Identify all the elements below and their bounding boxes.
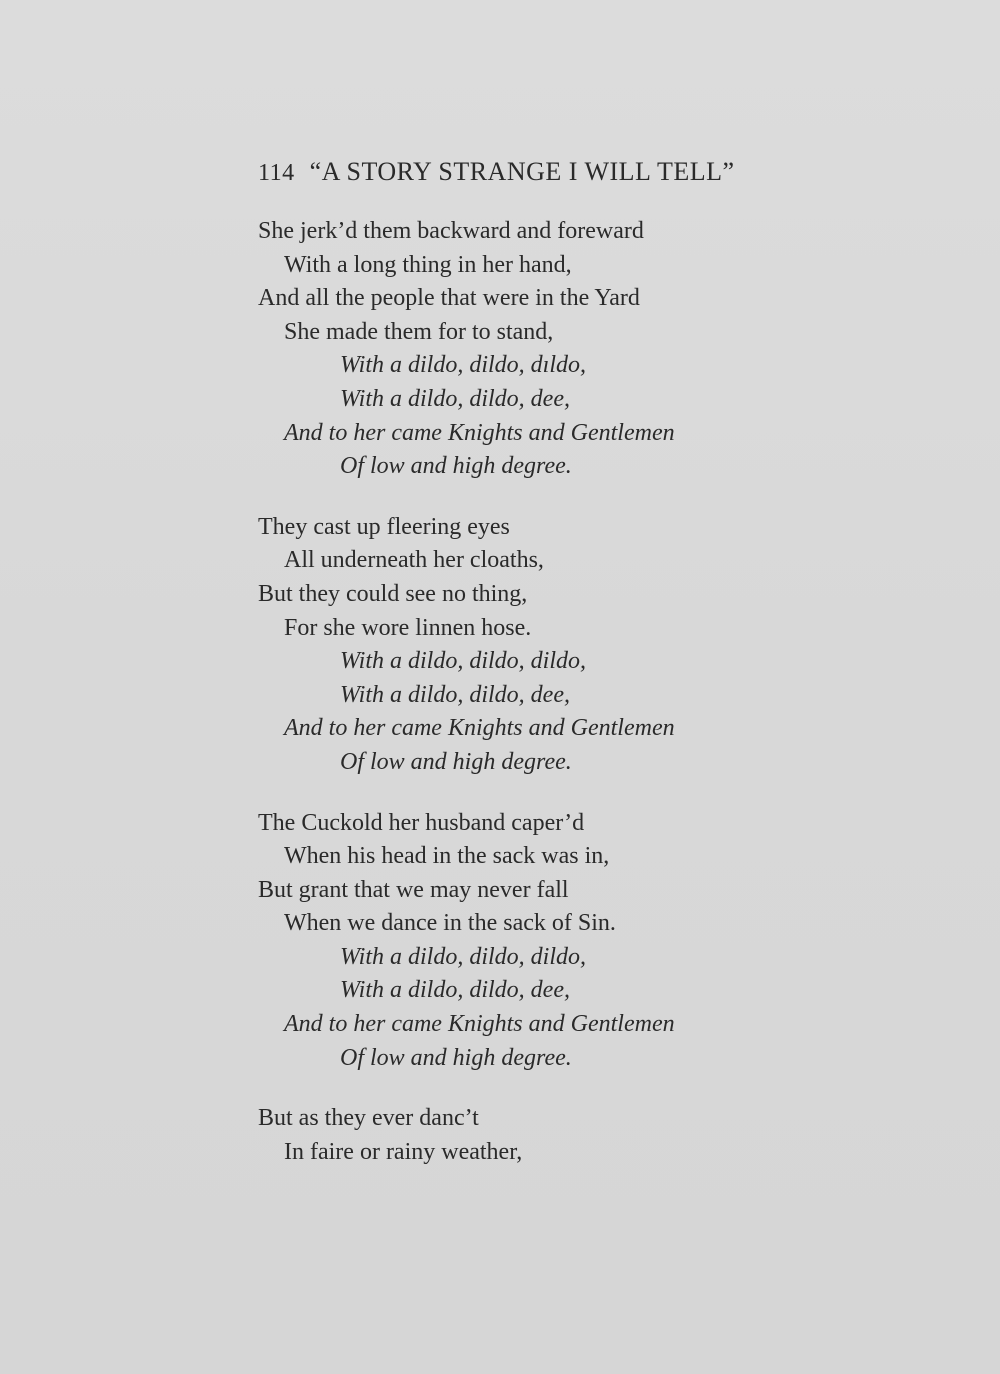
refrain-line: With a dildo, dildo, dıldo,: [340, 352, 587, 379]
refrain-line: With a dildo, dildo, dildo,: [340, 943, 587, 970]
verse-line: In faire or rainy weather,: [284, 1138, 523, 1165]
verse-line: But as they ever danc’t: [258, 1105, 479, 1132]
running-header: [258, 157, 735, 187]
verse-line: But they could see no thing,: [258, 580, 528, 607]
stanza: [258, 807, 798, 1076]
running-title: “A STORY STRANGE I WILL TELL”: [309, 157, 735, 186]
refrain-line: Of low and high degree.: [340, 1044, 572, 1071]
verse-line: For she wore linnen hose.: [284, 614, 532, 641]
refrain-line: Of low and high degree.: [340, 453, 572, 480]
stanza: [258, 511, 798, 780]
verse-line: But grant that we may never fall: [258, 876, 569, 903]
verse-line: And all the people that were in the Yard: [258, 285, 640, 312]
refrain-line: And to her came Knights and Gentlemen: [284, 1011, 675, 1038]
page-number: 114: [258, 160, 295, 186]
refrain-line: And to her came Knights and Gentlemen: [284, 715, 675, 742]
refrain-line: With a dildo, dildo, dee,: [340, 977, 570, 1004]
verse-line: She jerk’d them backward and foreward: [258, 218, 644, 244]
refrain-line: With a dildo, dildo, dildo,: [340, 648, 587, 675]
verse-line: When his head in the sack was in,: [284, 843, 610, 870]
poem-body: [258, 215, 798, 1196]
verse-line: All underneath her cloaths,: [284, 547, 544, 574]
refrain-line: And to her came Knights and Gentlemen: [284, 419, 675, 446]
stanza: [258, 1102, 798, 1169]
verse-line: With a long thing in her hand,: [284, 251, 572, 278]
refrain-line: With a dildo, dildo, dee,: [340, 681, 570, 708]
stanza: [258, 215, 798, 484]
verse-line: She made them for to stand,: [284, 318, 554, 345]
refrain-line: Of low and high degree.: [340, 748, 572, 775]
verse-line: When we dance in the sack of Sin.: [284, 910, 616, 937]
verse-line: The Cuckold her husband caper’d: [258, 809, 585, 836]
verse-line: They cast up fleering eyes: [258, 513, 510, 540]
refrain-line: With a dildo, dildo, dee,: [340, 385, 570, 412]
